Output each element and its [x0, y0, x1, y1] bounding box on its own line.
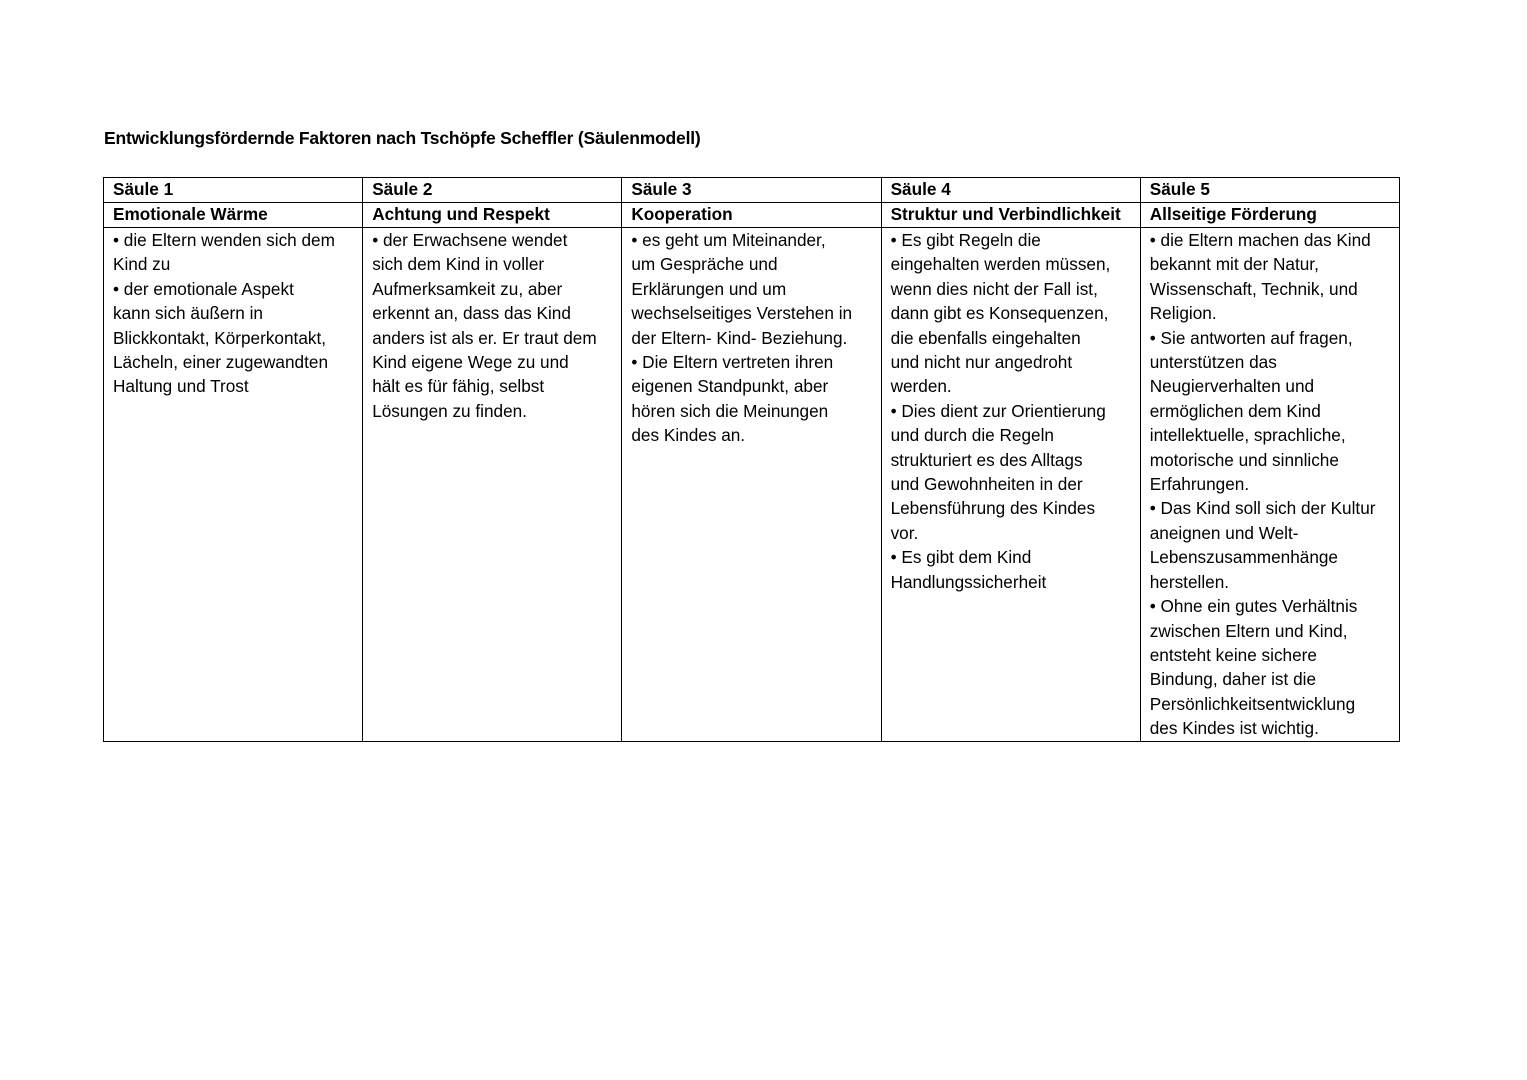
pillar-1-number: Säule 1	[104, 178, 363, 203]
description-line: Erfahrungen.	[1149, 474, 1250, 495]
description-line: die ebenfalls eingehalten	[890, 327, 1081, 348]
description-line: unterstützen das	[1149, 352, 1277, 373]
pillar-content-row	[104, 228, 1400, 742]
description-line: Lösungen zu finden.	[372, 400, 528, 421]
description-line: wechselseitiges Verstehen in	[631, 303, 853, 324]
pillar-3-name: Kooperation	[622, 203, 881, 228]
description-line: ermöglichen dem Kind	[1149, 400, 1321, 421]
description-line: der Eltern- Kind- Beziehung.	[631, 327, 848, 348]
description-line: Persönlichkeitsentwicklung	[1149, 693, 1356, 714]
pillar-4-number: Säule 4	[881, 178, 1140, 203]
description-line: • die Eltern machen das Kind	[1149, 230, 1371, 250]
description-line: und Gewohnheiten in der	[890, 474, 1083, 495]
description-line: anders ist als er. Er traut dem	[372, 327, 597, 348]
pillar-name-row	[104, 203, 1400, 228]
description-line: • Das Kind soll sich der Kultur	[1149, 498, 1376, 519]
description-line: • Sie antworten auf fragen,	[1149, 327, 1353, 348]
description-line: • Es gibt Regeln die	[890, 230, 1041, 250]
description-line: Religion.	[1149, 303, 1217, 324]
description-line: des Kindes an.	[631, 425, 746, 446]
page-title: Entwicklungsfördernde Faktoren nach Tschöpfe Scheffler (Säulenmodell)	[104, 128, 701, 148]
description-line: eigenen Standpunkt, aber	[631, 376, 829, 397]
pillar-1-name: Emotionale Wärme	[104, 203, 363, 228]
description-line: • Ohne ein gutes Verhältnis	[1149, 596, 1358, 617]
pillar-4-description	[881, 228, 1140, 742]
description-line: Aufmerksamkeit zu, aber	[372, 278, 563, 299]
description-line: • Die Eltern vertreten ihren	[631, 352, 834, 373]
description-line: erkennt an, dass das Kind	[372, 303, 571, 324]
description-line: zwischen Eltern und Kind,	[1149, 620, 1348, 641]
pillar-2-name: Achtung und Respekt	[363, 203, 622, 228]
description-line: kann sich äußern in	[113, 303, 263, 324]
description-line: bekannt mit der Natur,	[1149, 254, 1319, 275]
description-line: Blickkontakt, Körperkontakt,	[113, 327, 327, 348]
pillar-2-number: Säule 2	[363, 178, 622, 203]
pillar-5-number: Säule 5	[1140, 178, 1399, 203]
pillar-3-number: Säule 3	[622, 178, 881, 203]
description-line: Wissenschaft, Technik, und	[1149, 278, 1358, 299]
description-line: motorische und sinnliche	[1149, 449, 1339, 470]
description-line: und nicht nur angedroht	[890, 352, 1073, 373]
description-line: Kind zu	[113, 254, 171, 275]
description-line: • es geht um Miteinander,	[631, 230, 826, 250]
description-line: Haltung und Trost	[113, 376, 249, 397]
pillar-5-name: Allseitige Förderung	[1140, 203, 1399, 228]
description-line: vor.	[890, 522, 919, 543]
description-line: • die Eltern wenden sich dem	[113, 230, 335, 250]
description-line: • Dies dient zur Orientierung	[890, 400, 1106, 421]
pillar-number-row	[104, 178, 1400, 203]
description-line: um Gespräche und	[631, 254, 778, 275]
pillar-table	[103, 177, 1400, 742]
description-line: strukturiert es des Alltags	[890, 449, 1083, 470]
description-line: Erklärungen und um	[631, 278, 787, 299]
pillar-2-description	[363, 228, 622, 742]
description-line: Bindung, daher ist die	[1149, 669, 1317, 690]
pillar-5-description	[1140, 228, 1399, 742]
description-line: • der Erwachsene wendet	[372, 230, 568, 250]
description-line: • der emotionale Aspekt	[113, 278, 294, 299]
description-line: Neugierverhalten und	[1149, 376, 1315, 397]
description-line: hören sich die Meinungen	[631, 400, 829, 421]
description-line: wenn dies nicht der Fall ist,	[890, 278, 1098, 299]
pillar-3-description	[622, 228, 881, 742]
description-line: Lebensführung des Kindes	[890, 498, 1096, 519]
description-line: entsteht keine sichere	[1149, 644, 1317, 665]
description-line: sich dem Kind in voller	[372, 254, 545, 275]
description-line: intellektuelle, sprachliche,	[1149, 425, 1346, 446]
description-line: dann gibt es Konsequenzen,	[890, 303, 1109, 324]
description-line: des Kindes ist wichtig.	[1149, 718, 1319, 739]
description-line: • Es gibt dem Kind	[890, 547, 1032, 568]
description-line: Kind eigene Wege zu und	[372, 352, 569, 373]
description-line: Lebenszusammenhänge	[1149, 547, 1338, 568]
description-line: werden.	[890, 376, 952, 397]
pillar-1-description	[104, 228, 363, 742]
description-line: hält es für fähig, selbst	[372, 376, 545, 397]
description-line: und durch die Regeln	[890, 425, 1054, 446]
description-line: Handlungssicherheit	[890, 571, 1047, 592]
description-line: herstellen.	[1149, 571, 1230, 592]
pillar-4-name: Struktur und Verbindlichkeit	[881, 203, 1140, 228]
description-line: eingehalten werden müssen,	[890, 254, 1111, 275]
description-line: aneignen und Welt-	[1149, 522, 1299, 543]
description-line: Lächeln, einer zugewandten	[113, 352, 329, 373]
